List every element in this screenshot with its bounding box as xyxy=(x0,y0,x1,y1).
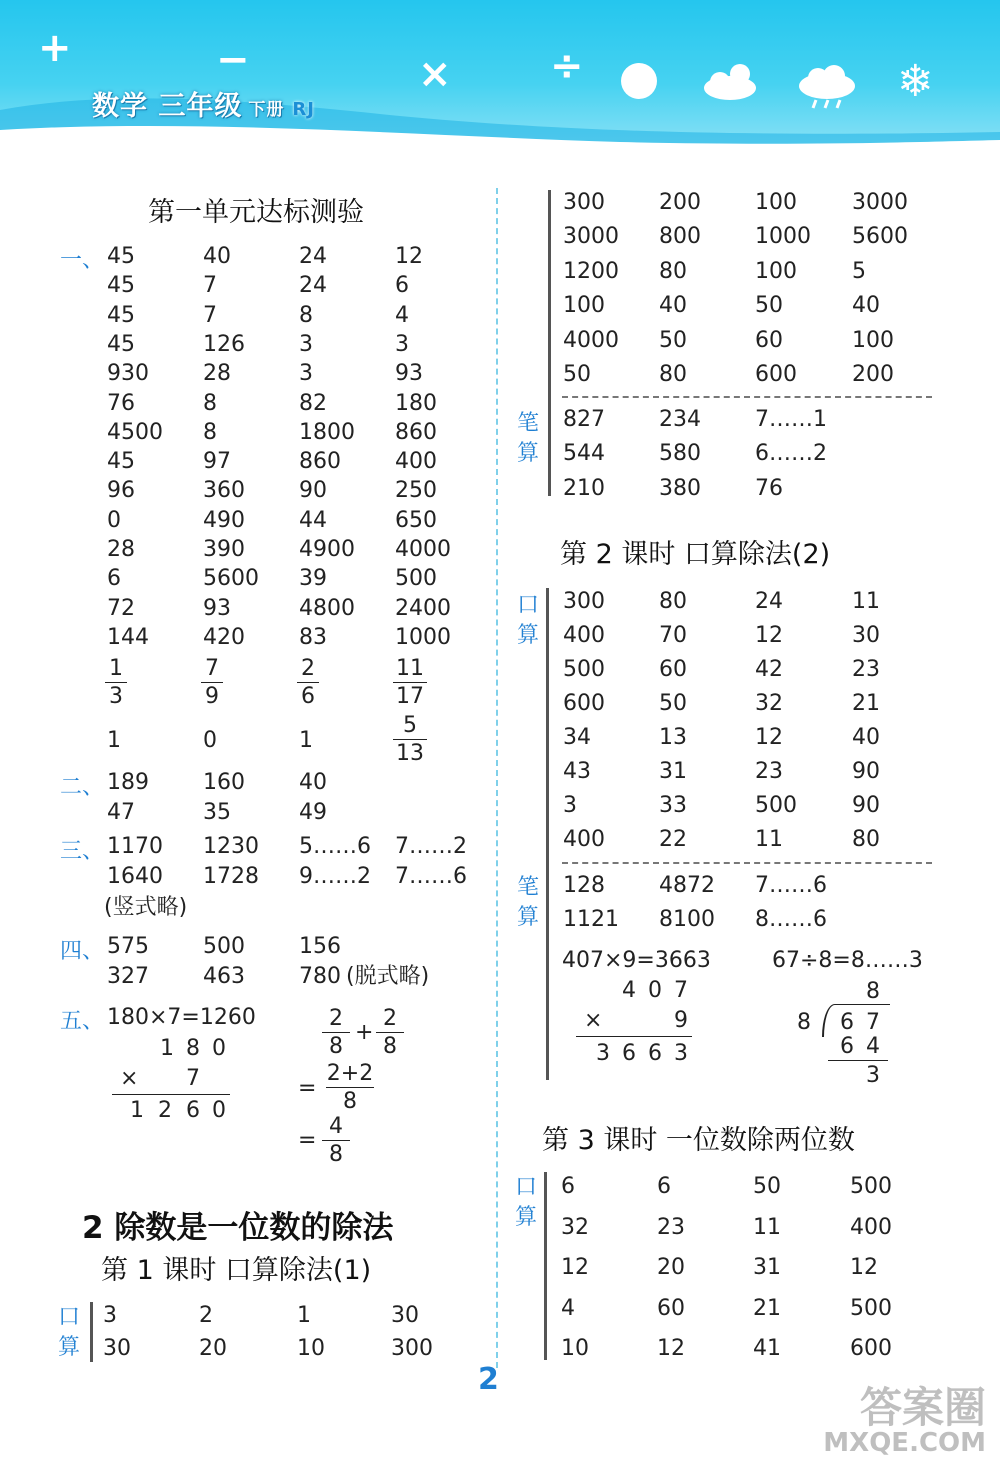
div-divisor: 8 xyxy=(797,1010,811,1035)
sun-icon xyxy=(621,63,657,99)
right-oral-cell: 600 xyxy=(755,362,797,387)
lesson2-oral-cell: 42 xyxy=(755,657,783,682)
q5-digit: 1 xyxy=(130,1098,144,1123)
q1-cell: 45 xyxy=(107,331,135,357)
times-symbol: × xyxy=(418,51,452,97)
q3-cell: 5……6 xyxy=(299,834,371,859)
q4-cell: 575 xyxy=(107,934,149,959)
lesson3-cell: 400 xyxy=(850,1214,892,1240)
right-written-cell: 6……2 xyxy=(755,441,827,467)
q1-cell: 4500 xyxy=(107,419,163,445)
div-digit: 6 xyxy=(840,1010,854,1035)
right-oral-cell: 40 xyxy=(852,293,880,319)
q1-cell: 72 xyxy=(107,595,135,621)
q1-cell: 7 xyxy=(203,302,217,328)
lesson2-oral-cell: 600 xyxy=(563,691,605,716)
cloud-rain-icon xyxy=(796,64,858,110)
q1-cell: 8 xyxy=(299,302,313,328)
minus-symbol: − xyxy=(216,37,250,83)
q1-fraction: 11 17 xyxy=(393,658,427,708)
q5-digit: 6 xyxy=(186,1098,200,1123)
lesson3-cell: 32 xyxy=(561,1214,589,1240)
lesson2-oral-cell: 40 xyxy=(852,725,880,750)
lesson2-written-label-2: 算 xyxy=(517,905,540,930)
q1-cell: 24 xyxy=(299,244,327,269)
q1-cell: 45 xyxy=(107,302,135,328)
q1-cell: 28 xyxy=(107,537,135,562)
q5-digit: 8 xyxy=(186,1036,200,1061)
lesson2-written-cell: 4872 xyxy=(659,873,715,898)
q1-cell: 28 xyxy=(203,361,231,387)
q1-cell: 2400 xyxy=(395,595,451,621)
right-oral-cell: 100 xyxy=(755,258,797,284)
lesson3-cell: 4 xyxy=(561,1295,575,1321)
lesson3-cell: 500 xyxy=(850,1174,892,1199)
q1-cell: 44 xyxy=(299,507,327,533)
lesson2-oral-cell: 11 xyxy=(852,589,880,614)
mult-digit: 7 xyxy=(674,978,688,1003)
q3-cell: 9……2 xyxy=(299,864,371,889)
q1-cell: 1800 xyxy=(299,419,355,445)
lesson1-cell: 300 xyxy=(391,1336,433,1361)
q1-cell: 4900 xyxy=(299,537,355,562)
q5-digit: 0 xyxy=(212,1036,226,1061)
q5-equals: = xyxy=(298,1128,317,1153)
q1-cell: 0 xyxy=(203,728,217,753)
q5-marker: 五、 xyxy=(60,1009,105,1034)
plus-symbol: + xyxy=(38,25,72,71)
q1-marker: 一、 xyxy=(60,248,105,273)
right-oral-cell: 5 xyxy=(852,258,866,284)
q3-marker: 三、 xyxy=(60,839,105,864)
q1-cell: 6 xyxy=(107,566,121,592)
lesson3-cell: 6 xyxy=(657,1174,671,1199)
right-oral-cell: 100 xyxy=(563,293,605,319)
div-remainder: 3 xyxy=(866,1063,880,1088)
lesson3-cell: 12 xyxy=(850,1255,878,1281)
lesson3-cell: 21 xyxy=(753,1295,781,1321)
right-written-cell: 380 xyxy=(659,475,701,501)
q2-cell: 160 xyxy=(203,770,245,795)
lesson1-cell: 10 xyxy=(297,1336,325,1361)
q1-fraction: 1 3 xyxy=(105,658,127,708)
q1-cell: 180 xyxy=(395,390,437,416)
q5-fraction: 2 8 xyxy=(322,1008,350,1058)
lesson2-oral-cell: 11 xyxy=(755,827,783,852)
lesson3-cell: 23 xyxy=(657,1214,685,1240)
div-digit: 7 xyxy=(866,1010,880,1035)
lesson3-cell: 11 xyxy=(753,1214,781,1240)
lesson2-oral-cell: 50 xyxy=(659,691,687,716)
q1-cell: 360 xyxy=(203,478,245,504)
lesson3-cell: 6 xyxy=(561,1174,575,1199)
mult-digit: 6 xyxy=(648,1041,662,1066)
q1-cell: 6 xyxy=(395,273,409,299)
q5-digit: 2 xyxy=(158,1098,172,1123)
right-written-cell: 234 xyxy=(659,407,701,432)
lesson3-oral-label-2: 算 xyxy=(515,1205,538,1230)
lesson2-written-cell: 8100 xyxy=(659,907,715,932)
lesson3-cell: 20 xyxy=(657,1255,685,1281)
watermark-url: MXQE.COM xyxy=(823,1428,986,1459)
cloud-sun-icon xyxy=(700,60,764,104)
book-title: 数学 三年级 xyxy=(92,91,243,122)
lesson3-cell: 10 xyxy=(561,1336,589,1362)
right-oral-cell: 40 xyxy=(659,293,687,319)
mult-digit: 9 xyxy=(674,1008,688,1033)
mult-digit: 3 xyxy=(596,1041,610,1066)
q1-cell: 93 xyxy=(395,361,423,387)
q5-plus: + xyxy=(355,1020,374,1045)
lesson3-cell: 31 xyxy=(753,1255,781,1281)
right-oral-cell: 200 xyxy=(852,362,894,387)
lesson2-title: 第 2 课时 口算除法(2) xyxy=(560,539,831,570)
lesson1-cell: 20 xyxy=(199,1336,227,1361)
div-digit: 4 xyxy=(866,1034,880,1059)
q1-cell: 490 xyxy=(203,507,245,533)
q4-cell: 463 xyxy=(203,964,245,989)
q1-cell: 420 xyxy=(203,624,245,650)
lesson2-oral-cell: 34 xyxy=(563,725,591,750)
volume-label: 下册 xyxy=(248,100,285,120)
q1-cell: 45 xyxy=(107,449,135,475)
q1-cell: 1000 xyxy=(395,624,451,650)
lesson3-cell: 12 xyxy=(657,1336,685,1362)
mult-digit: 6 xyxy=(622,1041,636,1066)
q4-marker: 四、 xyxy=(60,939,105,964)
header-banner xyxy=(0,0,1000,152)
q1-cell: 40 xyxy=(203,244,231,269)
q1-cell: 93 xyxy=(203,595,231,621)
right-oral-cell: 50 xyxy=(563,362,591,387)
q1-cell: 3 xyxy=(299,331,313,357)
lesson2-oral-cell: 23 xyxy=(755,759,783,784)
mult-rule xyxy=(576,1036,692,1037)
lesson3-cell: 600 xyxy=(850,1336,892,1362)
div-rule xyxy=(828,1060,888,1061)
unit2-title: 2 除数是一位数的除法 xyxy=(82,1210,394,1246)
mult-digit: 3 xyxy=(674,1041,688,1066)
q1-cell: 5600 xyxy=(203,566,259,592)
lesson2-oral-cell: 12 xyxy=(755,725,783,750)
q5-times-sign: × xyxy=(120,1066,139,1091)
right-oral-cell: 1200 xyxy=(563,258,619,284)
lesson2-oral-cell: 400 xyxy=(563,827,605,852)
lesson2-oral-cell: 12 xyxy=(755,623,783,648)
q1-cell: 12 xyxy=(395,244,423,269)
q1-cell: 82 xyxy=(299,390,327,416)
lesson2-oral-cell: 22 xyxy=(659,827,687,852)
lesson2-written-cell: 1121 xyxy=(563,907,619,932)
q1-cell: 126 xyxy=(203,331,245,357)
lesson2-dash xyxy=(562,862,932,864)
right-oral-cell: 50 xyxy=(755,293,783,319)
q1-cell: 97 xyxy=(203,449,231,475)
lesson1-title: 第 1 课时 口算除法(1) xyxy=(101,1255,372,1286)
page-number: 2 xyxy=(478,1362,499,1397)
right-oral-cell: 800 xyxy=(659,224,701,250)
lesson1-cell: 3 xyxy=(103,1303,117,1328)
right-written-cell: 827 xyxy=(563,407,605,432)
lesson3-cell: 12 xyxy=(561,1255,589,1281)
q1-cell: 45 xyxy=(107,244,135,269)
right-dash-1 xyxy=(562,396,932,398)
q1-cell: 4 xyxy=(395,302,409,328)
q1-cell: 250 xyxy=(395,478,437,504)
q1-cell: 4800 xyxy=(299,595,355,621)
lesson3-cell: 500 xyxy=(850,1295,892,1321)
lesson2-oral-cell: 30 xyxy=(852,623,880,648)
q3-cell: 1640 xyxy=(107,864,163,889)
lesson3-cell: 41 xyxy=(753,1336,781,1362)
lesson2-written-label-1: 笔 xyxy=(517,875,540,900)
column-divider xyxy=(496,188,498,1368)
right-oral-cell: 80 xyxy=(659,362,687,387)
q5-equation: 180×7=1260 xyxy=(107,1005,256,1030)
right-oral-cell: 50 xyxy=(659,327,687,353)
q1-cell: 8 xyxy=(203,390,217,416)
lesson2-oral-cell: 400 xyxy=(563,623,605,648)
q3-note: (竖式略) xyxy=(104,895,188,920)
lesson2-oral-cell: 43 xyxy=(563,759,591,784)
lesson3-cell: 50 xyxy=(753,1174,781,1199)
right-written-cell: 76 xyxy=(755,475,783,501)
lesson3-cell: 60 xyxy=(657,1295,685,1321)
mult-sign: × xyxy=(584,1008,603,1033)
lesson2-oral-cell: 31 xyxy=(659,759,687,784)
lesson2-bar xyxy=(546,588,549,1080)
q1-cell: 0 xyxy=(107,507,121,533)
unit1-test-title: 第一单元达标测验 xyxy=(148,197,364,228)
q1-cell: 390 xyxy=(203,537,245,562)
right-oral-cell: 100 xyxy=(755,190,797,215)
q2-cell: 47 xyxy=(107,799,135,825)
banner-title xyxy=(92,84,315,123)
q1-cell: 4000 xyxy=(395,537,451,562)
lesson1-cell: 30 xyxy=(103,1336,131,1361)
lesson2-written-cell: 8……6 xyxy=(755,907,827,932)
q2-marker: 二、 xyxy=(60,775,105,800)
lesson2-written-cell: 7……6 xyxy=(755,873,827,898)
q1-cell: 8 xyxy=(203,419,217,445)
lesson2-oral-cell: 300 xyxy=(563,589,605,614)
q1-cell: 76 xyxy=(107,390,135,416)
lesson3-oral-label-1: 口 xyxy=(515,1175,538,1200)
lesson2-written-cell: 128 xyxy=(563,873,605,898)
q3-cell: 7……6 xyxy=(395,864,467,889)
right-oral-cell: 80 xyxy=(659,258,687,284)
q4-cell: 156 xyxy=(299,934,341,959)
q3-cell: 1170 xyxy=(107,834,163,859)
edition-badge: RJ xyxy=(292,99,315,120)
q2-cell: 189 xyxy=(107,770,149,795)
right-oral-cell: 3000 xyxy=(563,224,619,250)
lesson2-oral-label-2: 算 xyxy=(517,623,540,648)
div-quotient: 8 xyxy=(866,979,880,1004)
equation-b: 67÷8=8……3 xyxy=(772,948,923,973)
snowflake-icon: ❄ xyxy=(897,56,934,107)
lesson2-oral-cell: 32 xyxy=(755,691,783,716)
right-oral-cell: 60 xyxy=(755,327,783,353)
lesson2-oral-cell: 3 xyxy=(563,793,577,818)
q4-cell: 327 xyxy=(107,964,149,989)
lesson2-oral-cell: 90 xyxy=(852,793,880,818)
right-top-bar xyxy=(548,190,551,496)
q1-cell: 7 xyxy=(203,273,217,299)
q5-equals: = xyxy=(298,1076,317,1101)
q5-fraction: 2 8 xyxy=(376,1008,404,1058)
right-oral-cell: 300 xyxy=(563,190,605,215)
right-oral-cell: 1000 xyxy=(755,224,811,250)
lesson2-oral-cell: 21 xyxy=(852,691,880,716)
lesson1-oral-label-2: 算 xyxy=(58,1335,81,1360)
lesson2-oral-cell: 70 xyxy=(659,623,687,648)
q1-cell: 144 xyxy=(107,624,149,650)
q1-cell: 930 xyxy=(107,361,149,387)
lesson1-oral-label-1: 口 xyxy=(58,1305,81,1330)
right-written-cell: 580 xyxy=(659,441,701,467)
q1-cell: 1 xyxy=(299,728,313,753)
lesson1-cell: 1 xyxy=(297,1303,311,1328)
q4-note: (脱式略) xyxy=(346,964,430,989)
div-digit: 6 xyxy=(840,1034,854,1059)
q1-cell: 860 xyxy=(299,449,341,475)
divide-symbol: ÷ xyxy=(550,43,584,89)
q2-cell: 40 xyxy=(299,770,327,795)
lesson2-oral-cell: 23 xyxy=(852,657,880,682)
q3-cell: 7……2 xyxy=(395,834,467,859)
right-oral-cell: 5600 xyxy=(852,224,908,250)
right-oral-cell: 200 xyxy=(659,190,701,215)
lesson2-oral-cell: 24 xyxy=(755,589,783,614)
q5-digit: 1 xyxy=(160,1036,174,1061)
q1-cell: 1 xyxy=(107,728,121,753)
mult-digit: 4 xyxy=(622,978,636,1003)
q1-cell: 39 xyxy=(299,566,327,592)
right-written-cell: 7……1 xyxy=(755,407,827,432)
q1-cell: 45 xyxy=(107,273,135,299)
q5-digit: 7 xyxy=(186,1066,200,1091)
right-oral-cell: 100 xyxy=(852,327,894,353)
q1-cell: 500 xyxy=(395,566,437,592)
lesson1-cell: 2 xyxy=(199,1303,213,1328)
mult-digit: 0 xyxy=(648,978,662,1003)
q3-cell: 1728 xyxy=(203,864,259,889)
lesson1-cell: 30 xyxy=(391,1303,419,1328)
q1-fraction: 2 6 xyxy=(297,658,319,708)
written-label-1: 笔 xyxy=(517,411,540,436)
q1-cell: 650 xyxy=(395,507,437,533)
lesson2-oral-cell: 80 xyxy=(852,827,880,852)
lesson2-oral-label-1: 口 xyxy=(517,593,540,618)
q1-cell: 400 xyxy=(395,449,437,475)
lesson3-bar xyxy=(544,1172,547,1360)
right-oral-cell: 4000 xyxy=(563,327,619,353)
q4-cell: 500 xyxy=(203,934,245,959)
q1-fraction: 7 9 xyxy=(201,658,223,708)
lesson3-title: 第 3 课时 一位数除两位数 xyxy=(542,1125,855,1156)
lesson1-bar xyxy=(90,1302,93,1362)
q5-digit: 0 xyxy=(212,1098,226,1123)
equation-a: 407×9=3663 xyxy=(562,948,711,973)
lesson2-oral-cell: 80 xyxy=(659,589,687,614)
q5-rule xyxy=(112,1094,230,1095)
q1-cell: 24 xyxy=(299,273,327,299)
lesson2-oral-cell: 13 xyxy=(659,725,687,750)
written-label-2: 算 xyxy=(517,441,540,466)
q1-cell: 90 xyxy=(299,478,327,504)
watermark xyxy=(823,1383,986,1459)
q5-fraction: 4 8 xyxy=(322,1116,350,1166)
q4-cell: 780 xyxy=(299,964,341,989)
watermark-logo-text: 答案圈 xyxy=(859,1383,986,1433)
q1-cell: 96 xyxy=(107,478,135,504)
right-written-cell: 544 xyxy=(563,441,605,467)
q1-cell: 3 xyxy=(395,331,409,357)
q2-cell: 49 xyxy=(299,799,327,825)
lesson2-oral-cell: 500 xyxy=(755,793,797,818)
q3-cell: 1230 xyxy=(203,834,259,859)
q5-fraction: 2+2 8 xyxy=(326,1061,374,1114)
lesson2-oral-cell: 60 xyxy=(659,657,687,682)
q1-cell: 860 xyxy=(395,419,437,445)
q2-cell: 35 xyxy=(203,799,231,825)
lesson2-oral-cell: 90 xyxy=(852,759,880,784)
lesson2-oral-cell: 500 xyxy=(563,657,605,682)
q1-fraction: 5 13 xyxy=(393,715,427,765)
lesson2-oral-cell: 33 xyxy=(659,793,687,818)
right-oral-cell: 3000 xyxy=(852,190,908,215)
q1-cell: 83 xyxy=(299,624,327,650)
right-written-cell: 210 xyxy=(563,475,605,501)
q1-cell: 3 xyxy=(299,361,313,387)
